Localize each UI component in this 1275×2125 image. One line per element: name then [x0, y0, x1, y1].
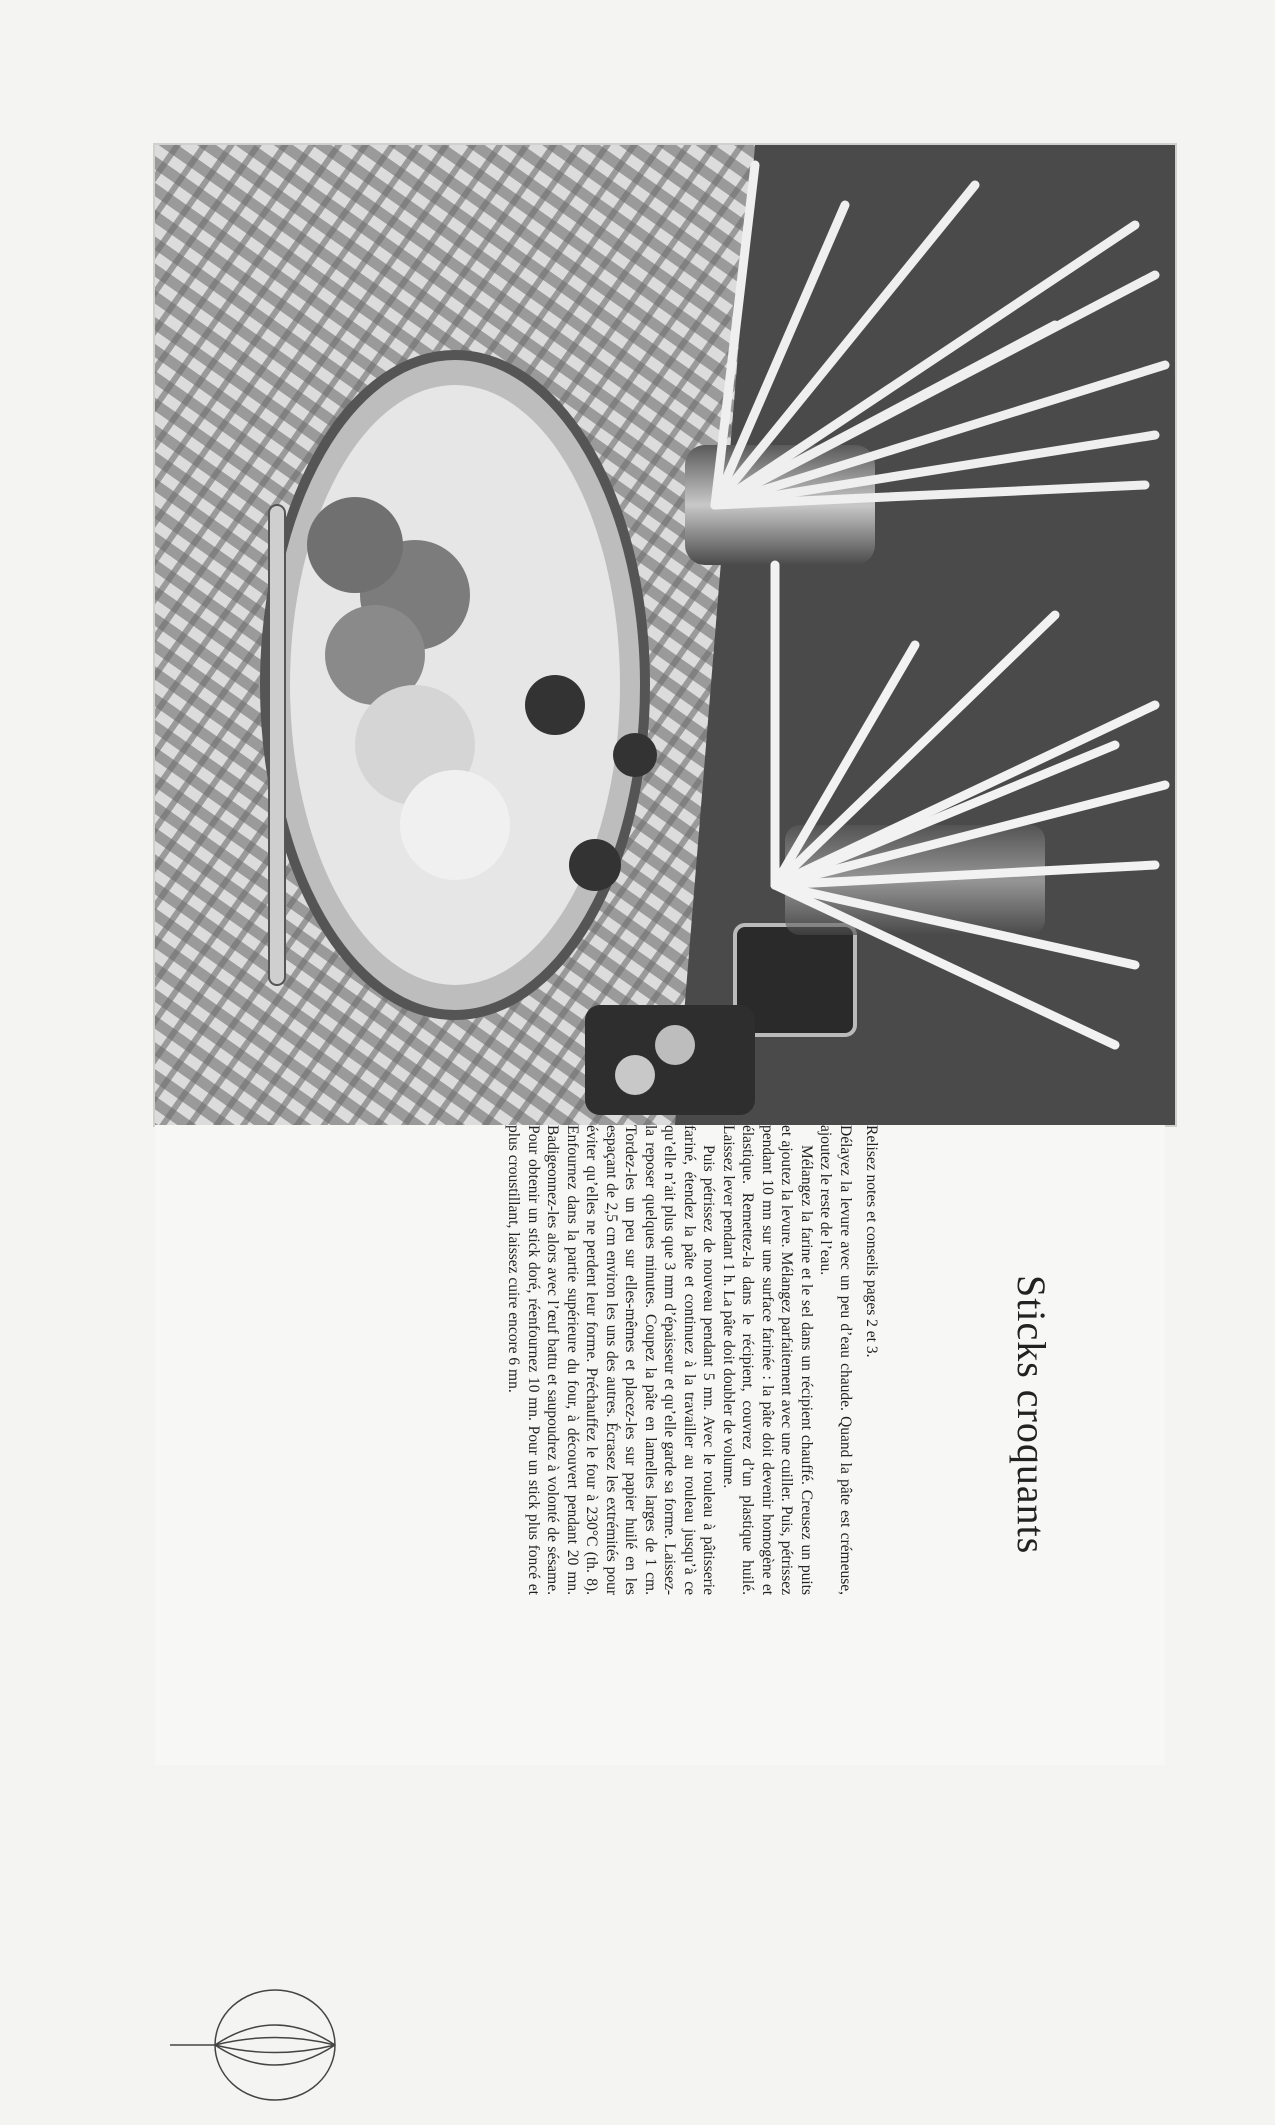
whisk-illustration: [165, 1965, 345, 2125]
paragraph: Délayez la levure avec un peu d’eau chaude. Quand la pâte est crémeuse, ajoutez le reste de l’eau.: [817, 1125, 854, 1595]
breadsticks-photo: [155, 145, 1175, 1125]
recipe-text-page: [155, 1125, 1165, 1765]
paragraph: Mélangez la farine et le sel dans un récipient chauffé. Creusez un puits et ajoutez la levure. Mélangez parfaitement avec une cuiller. Puis, pétrissez pendant 10 mn sur une surface farinée : la pâte doit devenir homogène et élastique. Remettez-la dans le récipient, couvrez d’un plastique huilé. Laissez lever pendant 1 h. La pâte doit doubler de volume.: [720, 1125, 815, 1595]
recipe-body: [504, 1125, 855, 1595]
recipe-photo: [155, 145, 1175, 1125]
intro-line: Relisez notes et conseils pages 2 et 3.: [863, 1125, 880, 1358]
paragraph: Puis pétrissez de nouveau pendant 5 mn. Avec le rouleau à pâtisserie fariné, étendez la pâte et continuez à la travailler au rouleau jusqu’à ce qu’elle n’ait plus que 3 mm d’épaisseur et qu’elle garde sa forme. Laissez-la reposer quelques minutes. Coupez la pâte en lamelles larges de 1 cm. Tordez-les un peu sur elles-mêmes et placez-les sur papier huilé en les espaçant de 2,5 cm environ les uns des autres. Écrasez les extrémités pour éviter qu’elles ne perdent leur forme. Préchauffez le four à 230°C (th. 8). Enfournez dans la partie supérieure du four, à découvert pendant 20 mn. Badigeonnez-les alors avec l’œuf battu et saupoudrez à volonté de sésame. Pour obtenir un stick doré, réenfournez 10 mn. Pour un stick plus foncé et plus croustillant, laissez cuire encore 6 mn.: [505, 1125, 718, 1595]
recipe-title: Sticks croquants: [1009, 1275, 1054, 1555]
